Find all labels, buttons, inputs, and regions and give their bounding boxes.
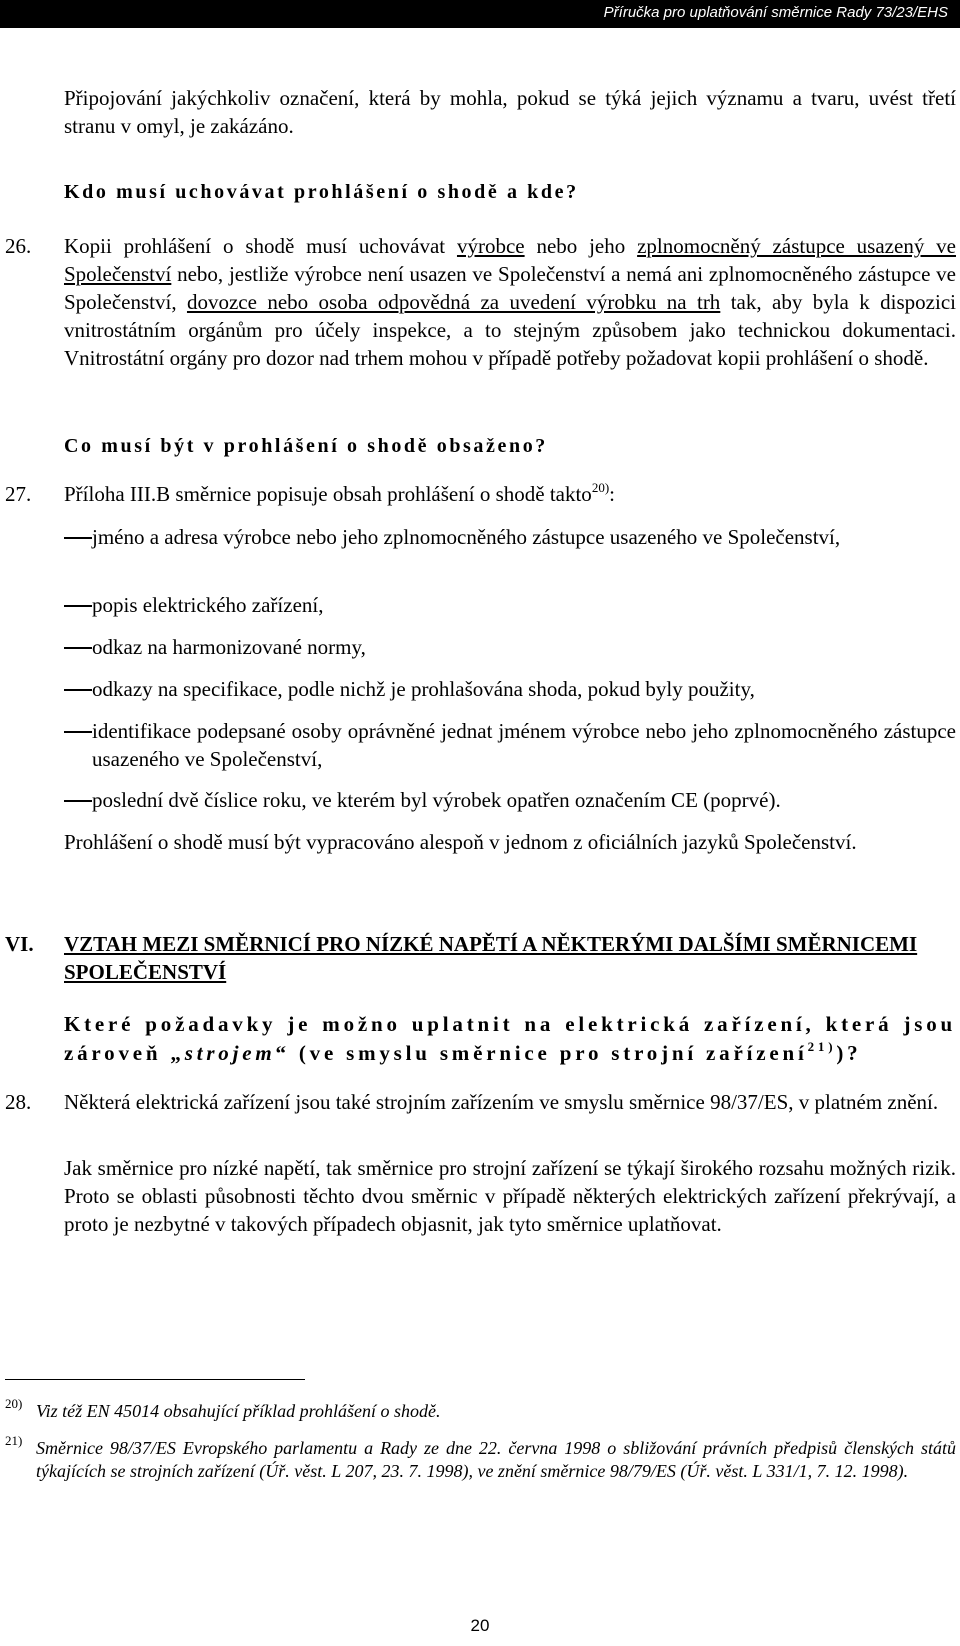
list-item-text: popis elektrického zařízení, <box>92 593 324 617</box>
paragraph-26 <box>64 232 956 372</box>
p27-text: Příloha III.B směrnice popisuje obsah prohlášení o shodě takto <box>64 482 592 506</box>
p26-text-2: nebo jeho <box>524 234 638 258</box>
list-item-text: identifikace podepsané osoby oprávněné jednat jménem výrobce nebo jeho zplnomocněného zástupce usazeného ve Společenství, <box>92 719 956 771</box>
list-item-text: jméno a adresa výrobce nebo jeho zplnomocněného zástupce usazeného ve Společenství, <box>92 525 841 549</box>
list-item-text: odkaz na harmonizované normy, <box>92 635 366 659</box>
dash-bullet <box>64 731 92 733</box>
section-title: VZTAH MEZI SMĚRNICÍ PRO NÍZKÉ NAPĚTÍ A NĚKTERÝMI DALŠÍMI SMĚRNICEMI SPOLEČENSTVÍ <box>64 932 918 984</box>
p26-underlined-importer: dovozce nebo osoba odpovědná za uvedení výrobku na trh <box>186 290 721 314</box>
running-header <box>0 0 960 28</box>
paragraph-number-26: 26. <box>5 234 32 258</box>
intro-paragraph: Připojování jakýchkoliv označení, která by mohla, pokud se týká jejich významu a tvaru, uvést třetí stranu v omyl, je zakázáno. <box>64 86 956 138</box>
paragraph-28-second: Jak směrnice pro nízké napětí, tak směrnice pro strojní zařízení se týkají širokého rozsahu možných rizik. Proto se oblasti působnosti těchto dvou směrnic v případě některých elektrických zařízení překrývají, a proto je nezbytné v takových případech objasnit, jak tyto směrnice uplatňovat. <box>64 1156 956 1236</box>
footnote-number-20: 20) <box>5 1396 23 1411</box>
q-machine-part-b: strojem <box>184 1041 276 1065</box>
list-item-text: odkazy na specifikace, podle nichž je prohlašována shoda, pokud byly použity, <box>92 677 755 701</box>
paragraph-number-27: 27. <box>5 482 32 506</box>
p26-underlined-manufacturer: výrobce <box>456 234 525 258</box>
footnote-ref-20: 20) <box>591 480 610 495</box>
paragraph-number-28: 28. <box>5 1090 32 1114</box>
footnote-ref-21: 21) <box>807 1039 837 1054</box>
p27-closing: Prohlášení o shodě musí být vypracováno alespoň v jednom z oficiálních jazyků Společenství. <box>64 830 857 854</box>
p27-colon: : <box>609 482 615 506</box>
p26-text-4: tak, aby byla k dispozici vnitrostátním orgánům pro účely inspekce, a to stejným způsobem jako technickou dokumentaci. Vnitrostátní orgány pro dozor nad trhem mohou v případě potřeby požadovat kopii prohlášení o shodě. <box>64 290 956 370</box>
question-keep-declaration: Kdo musí uchovávat prohlášení o shodě a kde? <box>64 181 579 203</box>
footnote-20: Viz též EN 45014 obsahující příklad prohlášení o shodě. <box>36 1401 441 1421</box>
page-number: 20 <box>470 1616 490 1635</box>
footnote-21: Směrnice 98/37/ES Evropského parlamentu a Rady ze dne 22. června 1998 o sbližování právních předpisů členských států týkajících se strojních zařízení (Úř. věst. L 207, 23. 7. 1998), ve znění směrnice 98/79/ES (Úř. věst. L 331/1, 7. 12. 1998). <box>36 1438 956 1481</box>
p26-text-3: nebo, jestliže výrobce není usazen ve Společenství a nemá ani zplnomocněného zástupce ve Společenství, <box>64 262 956 314</box>
question-declaration-content: Co musí být v prohlášení o shodě obsaženo? <box>64 435 548 457</box>
header-title: Příručka pro uplatňování směrnice Rady 73/23/EHS <box>603 4 948 21</box>
dash-bullet <box>64 537 92 539</box>
list-item-text: poslední dvě číslice roku, ve kterém byl výrobek opatřen označením CE (poprvé). <box>92 788 781 812</box>
q-machine-part-a: Které požadavky je možno uplatnit na elektrická zařízení, která jsou zároveň „ <box>64 1012 956 1065</box>
section-number: VI. <box>5 932 34 956</box>
dash-bullet <box>64 647 92 649</box>
dash-bullet <box>64 800 92 802</box>
p26-text-1: Kopii prohlášení o shodě musí uchovávat <box>64 234 457 258</box>
footnote-number-21: 21) <box>5 1433 23 1448</box>
dash-bullet <box>64 605 92 607</box>
footnote-separator <box>5 1379 305 1380</box>
dash-bullet <box>64 689 92 691</box>
p26-underlined-representative: zplnomocněný zástupce usazený ve Společenství <box>64 234 956 286</box>
paragraph-27 <box>64 480 956 508</box>
paragraph-28: Některá elektrická zařízení jsou také strojním zařízením ve smyslu směrnice 98/37/ES, v platném znění. <box>64 1090 939 1114</box>
q-machine-part-d: )? <box>836 1041 862 1065</box>
question-machinery <box>64 1010 956 1068</box>
q-machine-part-c: “ (ve smyslu směrnice pro strojní zařízení <box>275 1041 808 1065</box>
